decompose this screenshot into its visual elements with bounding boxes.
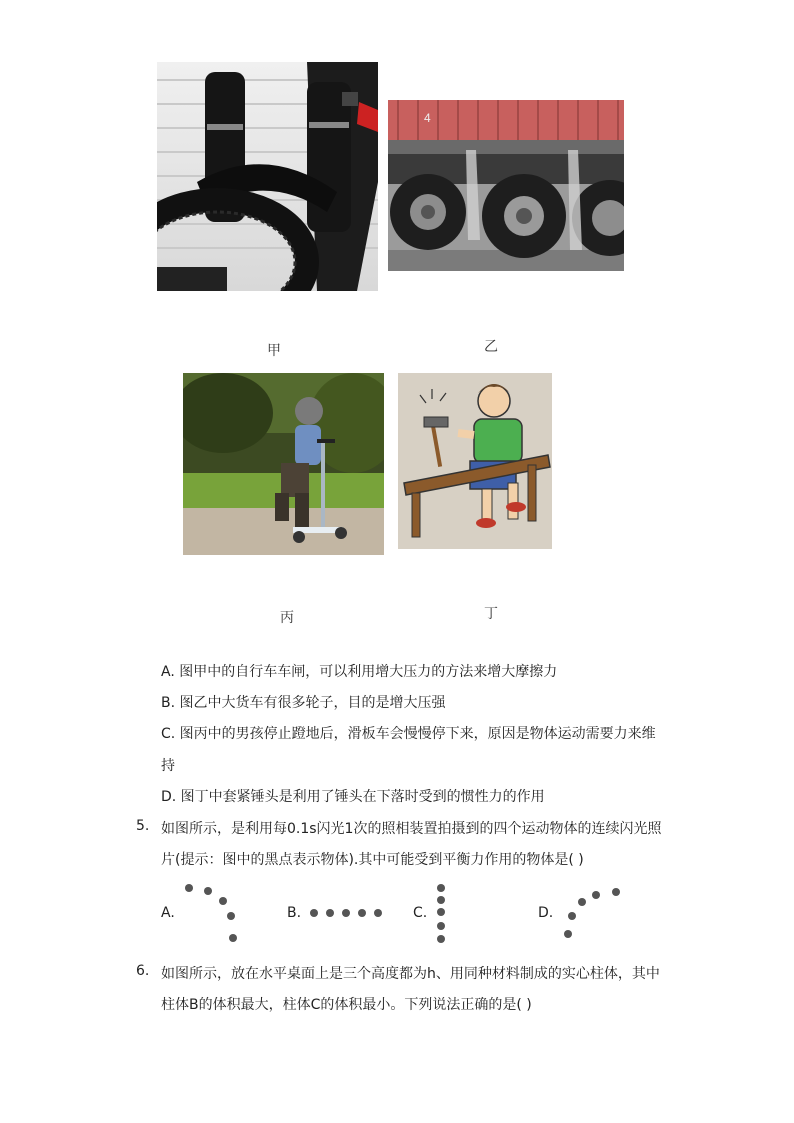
figure-caption-yi: 乙 (484, 339, 498, 355)
object-dot (437, 884, 445, 892)
choice-b-dots (310, 909, 382, 919)
object-dot (227, 912, 235, 920)
object-dot (437, 922, 445, 930)
option-a: A. 图甲中的自行车车闸，可以利用增大压力的方法来增大摩擦力 (161, 664, 558, 680)
object-dot (185, 884, 193, 892)
question-5-text: 如图所示，是利用每0.1s闪光1次的照相装置拍摄到的四个运动物体的连续闪光照 (161, 821, 662, 837)
choice-a-dots (184, 884, 240, 944)
figure-caption-jia: 甲 (267, 343, 281, 359)
truck-wheels-icon (388, 100, 624, 271)
figure-caption-bing: 丙 (280, 610, 294, 626)
option-c-continued: 持 (161, 758, 175, 774)
object-dot (568, 912, 576, 920)
option-d: D. 图丁中套紧锤头是利用了锤头在下落时受到的惯性力的作用 (161, 789, 545, 805)
object-dot (358, 909, 366, 917)
choice-c-dots (437, 884, 447, 944)
bicycle-brake-icon (157, 62, 378, 291)
question-5-text-line2: 片(提示：图中的黑点表示物体).其中可能受到平衡力作用的物体是( ) (161, 852, 584, 868)
question-5-number: 5. (136, 818, 150, 834)
choice-d-label: D. (538, 905, 554, 921)
boy-scooter-photo (183, 373, 384, 555)
object-dot (326, 909, 334, 917)
hammer-illustration (398, 373, 552, 549)
object-dot (592, 891, 600, 899)
option-b: B. 图乙中大货车有很多轮子，目的是增大压强 (161, 695, 446, 711)
truck-wheels-photo (388, 100, 624, 271)
object-dot (612, 888, 620, 896)
object-dot (229, 934, 237, 942)
choice-c-label: C. (413, 905, 428, 921)
object-dot (310, 909, 318, 917)
question-6-text: 如图所示，放在水平桌面上是三个高度都为h、用同种材料制成的实心柱体，其中 (161, 966, 660, 982)
object-dot (204, 887, 212, 895)
object-dot (219, 897, 227, 905)
truck-number: 4 (424, 111, 431, 125)
boy-scooter-icon (183, 373, 384, 555)
question-6-number: 6. (136, 963, 150, 979)
choice-a-label: A. (161, 905, 175, 921)
option-c: C. 图丙中的男孩停止蹬地后，滑板车会慢慢停下来，原因是物体运动需要力来维 (161, 726, 656, 742)
object-dot (374, 909, 382, 917)
question-6-text-line2: 柱体B的体积最大，柱体C的体积最小。下列说法正确的是( ) (161, 997, 532, 1013)
hammer-icon (398, 373, 552, 549)
object-dot (578, 898, 586, 906)
bicycle-brake-photo (157, 62, 378, 291)
object-dot (437, 896, 445, 904)
object-dot (437, 908, 445, 916)
object-dot (437, 935, 445, 943)
figure-caption-ding: 丁 (484, 606, 498, 622)
choice-d-dots (562, 888, 622, 940)
object-dot (342, 909, 350, 917)
object-dot (564, 930, 572, 938)
choice-b-label: B. (287, 905, 302, 921)
